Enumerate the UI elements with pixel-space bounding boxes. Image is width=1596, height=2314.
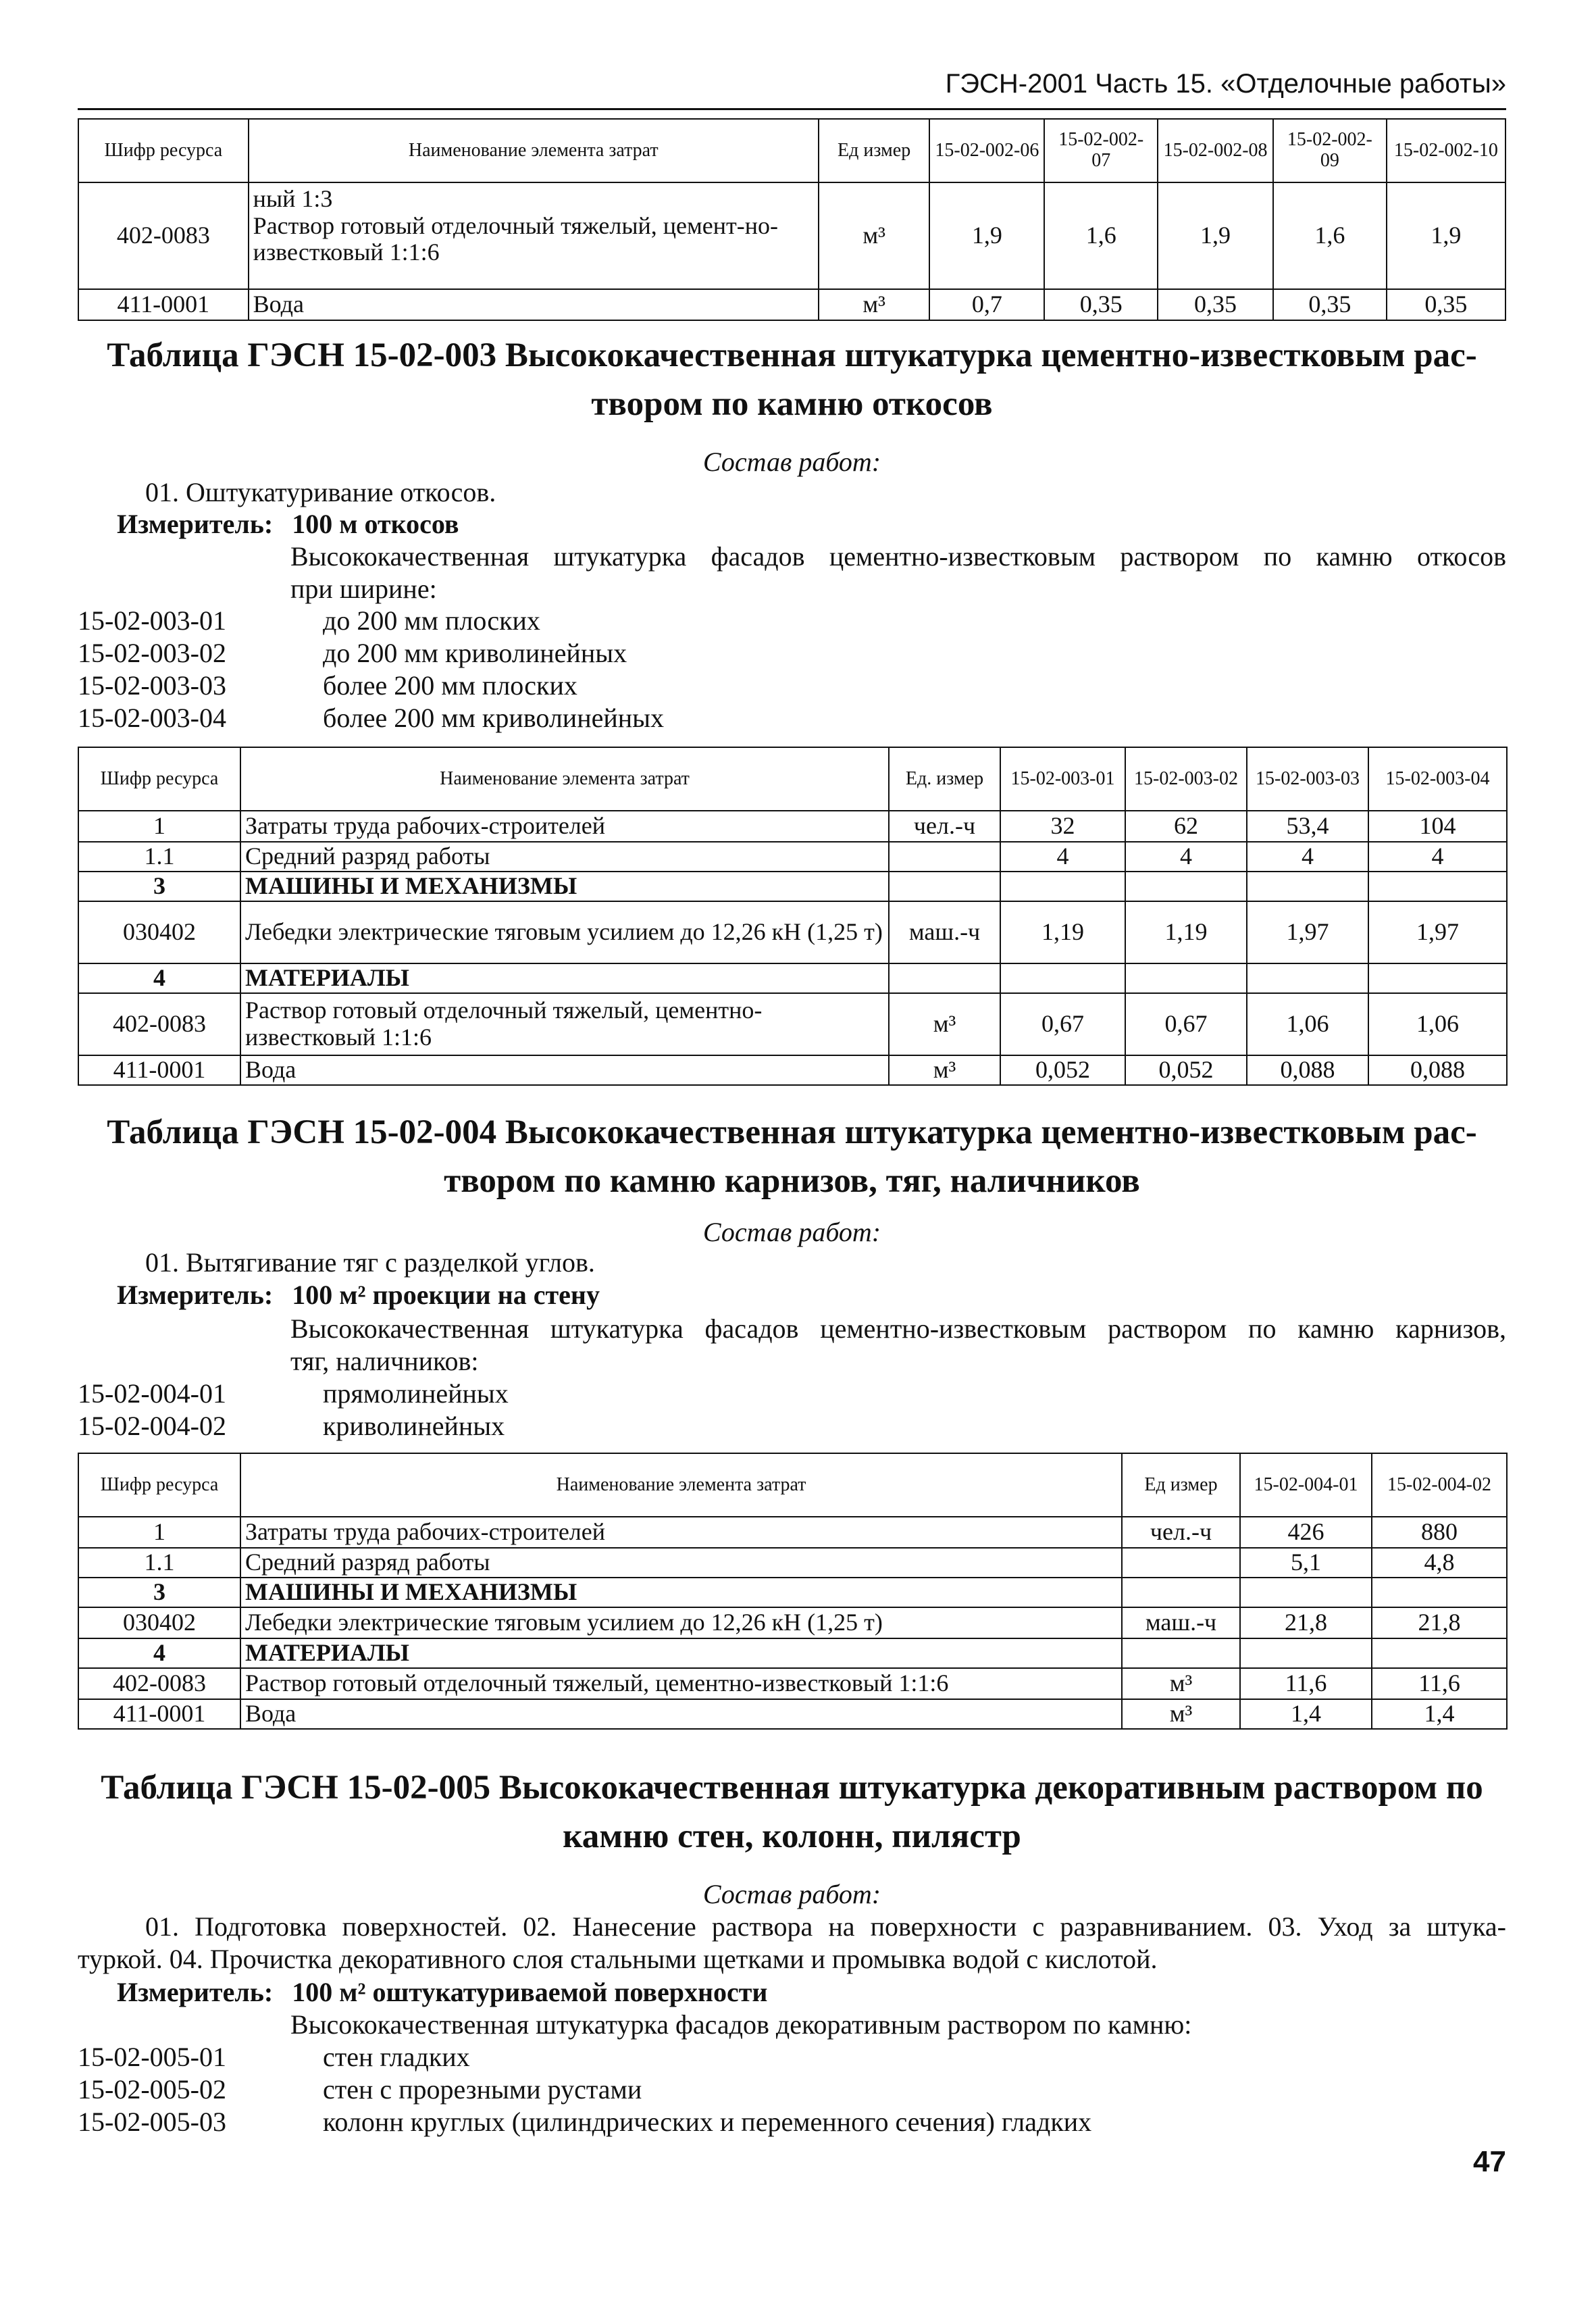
value-cell: 0,35 (1044, 289, 1158, 320)
value-cell: 880 (1372, 1517, 1507, 1548)
value-cell (1372, 1578, 1507, 1607)
measure-label: Измеритель: (117, 1977, 274, 2007)
table-row (78, 1668, 1507, 1699)
value-cell: 32 (1000, 811, 1125, 842)
unit: м³ (1122, 1699, 1240, 1729)
cost-element-name: Вода (249, 289, 819, 320)
measure-unit (117, 508, 459, 540)
value-cell: 4 (1000, 842, 1125, 872)
measure-unit (117, 1976, 767, 2008)
works-list: 01. Оштукатуривание откосов. (145, 477, 496, 507)
group-heading: МАШИНЫ И МЕХАНИЗМЫ (240, 1578, 1122, 1607)
value-cell: 0,052 (1000, 1055, 1125, 1085)
header-cell: 15-02-003-04 (1368, 747, 1507, 811)
running-header: ГЭСН-2001 Часть 15. «Отделочные работы» (945, 69, 1506, 99)
table-title (78, 1763, 1506, 1861)
norm-code: 15-02-005-03 (78, 2107, 226, 2137)
value-cell: 1,97 (1247, 901, 1368, 963)
value-cell: 1,06 (1247, 993, 1368, 1055)
value-cell (1125, 963, 1247, 993)
unit: чел.-ч (889, 811, 1000, 842)
value-cell: 21,8 (1240, 1607, 1372, 1638)
header-cell: Шифр ресурса (78, 1453, 240, 1517)
description (290, 540, 1506, 605)
value-cell: 0,35 (1273, 289, 1387, 320)
value-cell: 1,19 (1125, 901, 1247, 963)
works-composition-heading: Состав работ: (702, 1217, 881, 1247)
resource-code: 3 (78, 872, 240, 901)
header-cell: Ед измер (819, 119, 930, 182)
unit (1122, 1578, 1240, 1607)
works-list: 01. Вытягивание тяг с разделкой углов. (145, 1247, 595, 1278)
title-line: твором по камню откосов (591, 385, 993, 423)
resource-code: 1.1 (78, 842, 240, 872)
description-line: Высококачественная штукатурка фасадов цементно-известковым раствором по камню карнизов, (290, 1313, 1506, 1344)
header-cell: Наименование элемента затрат (240, 1453, 1122, 1517)
header-cell: 15-02-002-06 (929, 119, 1044, 182)
resource-code: 3 (78, 1578, 240, 1607)
resource-code: 411-0001 (78, 1055, 240, 1085)
resource-code: 4 (78, 963, 240, 993)
header-cell: Ед. измер (889, 747, 1000, 811)
resource-code: 030402 (78, 901, 240, 963)
value-cell (1368, 872, 1507, 901)
unit: маш.-ч (1122, 1607, 1240, 1638)
table-row (78, 1548, 1507, 1578)
value-cell: 11,6 (1240, 1668, 1372, 1699)
norm-code: 15-02-005-02 (78, 2074, 226, 2105)
table-15-02-002-continuation (78, 118, 1506, 321)
unit (889, 963, 1000, 993)
value-cell: 1,9 (929, 182, 1044, 289)
unit: м³ (889, 993, 1000, 1055)
measure-label: Измеритель: (117, 509, 274, 539)
unit: м³ (819, 289, 930, 320)
norm-code: 15-02-004-02 (78, 1411, 226, 1441)
value-cell: 1,6 (1273, 182, 1387, 289)
title-line: Таблица ГЭСН 15-02-004 Высококачественная штукатурка цементно-известковым рас- (107, 1113, 1477, 1151)
header-cell: Ед измер (1122, 1453, 1240, 1517)
unit: м³ (1122, 1668, 1240, 1699)
value-cell: 0,088 (1368, 1055, 1507, 1085)
unit: м³ (889, 1055, 1000, 1085)
value-cell: 426 (1240, 1517, 1372, 1548)
table-row (78, 842, 1507, 872)
header-cell: Наименование элемента затрат (240, 747, 889, 811)
value-cell: 4,8 (1372, 1548, 1507, 1578)
works-composition-heading: Состав работ: (702, 1879, 881, 1909)
group-heading: МАТЕРИАЛЫ (240, 963, 889, 993)
description-line: тяг, наличников: (290, 1346, 479, 1376)
value-cell: 4 (1368, 842, 1507, 872)
header-cell: 15-02-003-02 (1125, 747, 1247, 811)
cost-element-name: Раствор готовый отделочный тяжелый, цементно-известковый 1:1:6 (240, 993, 889, 1055)
table-row (78, 963, 1507, 993)
cost-element-name: Затраты труда рабочих-строителей (240, 1517, 1122, 1548)
value-cell: 4 (1125, 842, 1247, 872)
resource-code: 030402 (78, 1607, 240, 1638)
measure-value: 100 м² проекции на стену (292, 1280, 600, 1310)
header-cell: 15-02-002-10 (1387, 119, 1505, 182)
header-cell: 15-02-004-02 (1372, 1453, 1507, 1517)
title-line: Таблица ГЭСН 15-02-005 Высококачественная штукатурка декоративным раствором по (101, 1769, 1483, 1807)
value-cell: 0,35 (1158, 289, 1273, 320)
table-row (78, 1578, 1507, 1607)
norm-code: 15-02-003-02 (78, 638, 226, 668)
norm-description: стен с прорезными рустами (323, 2074, 642, 2105)
cost-element-name: Средний разряд работы (240, 842, 889, 872)
works-composition-heading: Состав работ: (702, 447, 881, 477)
resource-code: 4 (78, 1638, 240, 1668)
table-row (78, 872, 1507, 901)
value-cell (1247, 872, 1368, 901)
measure-value: 100 м откосов (292, 509, 459, 539)
works-line: туркой. 04. Прочистка декоративного слоя стальными щетками и промывка водой с кислотой. (78, 1944, 1158, 1974)
table-row (78, 811, 1507, 842)
measure-value: 100 м² оштукатуриваемой поверхности (292, 1977, 768, 2007)
table-row (78, 1699, 1507, 1729)
unit (1122, 1548, 1240, 1578)
resource-code: 402-0083 (78, 182, 249, 289)
resource-code: 402-0083 (78, 1668, 240, 1699)
value-cell: 1,19 (1000, 901, 1125, 963)
cost-element-name (249, 182, 819, 289)
header-cell: Наименование элемента затрат (249, 119, 819, 182)
cost-element-name: Лебедки электрические тяговым усилием до 12,26 кН (1,25 т) (240, 1607, 1122, 1638)
cost-element-name: Вода (240, 1055, 889, 1085)
norm-code: 15-02-003-04 (78, 703, 226, 733)
norm-description: криволинейных (323, 1411, 505, 1441)
unit: маш.-ч (889, 901, 1000, 963)
table-row (78, 993, 1507, 1055)
cost-element-text: Раствор готовый отделочный тяжелый, цемент-но-известковый 1:1:6 (253, 211, 779, 266)
table-row (78, 1607, 1507, 1638)
continued-line: ный 1:3 (253, 185, 333, 212)
value-cell: 5,1 (1240, 1548, 1372, 1578)
resource-code: 411-0001 (78, 289, 249, 320)
value-cell (1000, 963, 1125, 993)
title-line: твором по камню карнизов, тяг, наличников (444, 1162, 1140, 1200)
title-line: Таблица ГЭСН 15-02-003 Высококачественная штукатурка цементно-известковым рас- (107, 336, 1477, 374)
table-row (78, 1517, 1507, 1548)
value-cell: 0,35 (1387, 289, 1505, 320)
value-cell (1240, 1578, 1372, 1607)
description (290, 1313, 1506, 1378)
header-cell: 15-02-002-09 (1273, 119, 1387, 182)
value-cell (1240, 1638, 1372, 1668)
norm-description: стен гладких (323, 2042, 470, 2072)
page-number: 47 (1473, 2145, 1506, 2178)
value-cell: 1,4 (1372, 1699, 1507, 1729)
value-cell: 0,7 (929, 289, 1044, 320)
value-cell (1368, 963, 1507, 993)
table-row (78, 901, 1507, 963)
unit: чел.-ч (1122, 1517, 1240, 1548)
measure-unit (117, 1279, 600, 1311)
unit (889, 872, 1000, 901)
value-cell (1372, 1638, 1507, 1668)
value-cell: 11,6 (1372, 1668, 1507, 1699)
works-list (78, 1911, 1506, 1976)
cost-element-name: Раствор готовый отделочный тяжелый, цементно-известковый 1:1:6 (240, 1668, 1122, 1699)
works-line: 01. Подготовка поверхностей. 02. Нанесение раствора на поверхности с разравниванием. 03. Уход за штука- (145, 1911, 1506, 1942)
norm-code: 15-02-004-01 (78, 1378, 226, 1409)
header-cell: 15-02-003-03 (1247, 747, 1368, 811)
value-cell (1247, 963, 1368, 993)
measure-label: Измеритель: (117, 1280, 274, 1310)
header-cell: 15-02-003-01 (1000, 747, 1125, 811)
group-heading: МАТЕРИАЛЫ (240, 1638, 1122, 1668)
value-cell: 1,4 (1240, 1699, 1372, 1729)
resource-code: 1.1 (78, 1548, 240, 1578)
value-cell: 53,4 (1247, 811, 1368, 842)
value-cell: 0,052 (1125, 1055, 1247, 1085)
value-cell: 1,97 (1368, 901, 1507, 963)
description-line: при ширине: (290, 574, 437, 604)
cost-element-name: Лебедки электрические тяговым усилием до 12,26 кН (1,25 т) (240, 901, 889, 963)
unit (1122, 1638, 1240, 1668)
table-row (78, 289, 1505, 320)
header-cell: 15-02-002-07 (1044, 119, 1158, 182)
cost-element-name: Затраты труда рабочих-строителей (240, 811, 889, 842)
value-cell: 0,67 (1000, 993, 1125, 1055)
description-line: Высококачественная штукатурка фасадов декоративным раствором по камню: (290, 2009, 1192, 2040)
cost-element-name: Вода (240, 1699, 1122, 1729)
table-row (78, 1638, 1507, 1668)
resource-code: 411-0001 (78, 1699, 240, 1729)
value-cell: 21,8 (1372, 1607, 1507, 1638)
table-title (78, 331, 1506, 428)
cost-element-name: Средний разряд работы (240, 1548, 1122, 1578)
value-cell: 1,9 (1158, 182, 1273, 289)
resource-code: 1 (78, 1517, 240, 1548)
value-cell: 0,088 (1247, 1055, 1368, 1085)
value-cell: 62 (1125, 811, 1247, 842)
table-15-02-004 (78, 1453, 1508, 1730)
header-cell: 15-02-002-08 (1158, 119, 1273, 182)
header-cell: Шифр ресурса (78, 119, 249, 182)
norm-description: прямолинейных (323, 1378, 509, 1409)
title-line: камню стен, колонн, пилястр (563, 1817, 1021, 1855)
norm-description: до 200 мм плоских (323, 605, 540, 636)
norm-code: 15-02-003-01 (78, 605, 226, 636)
value-cell: 104 (1368, 811, 1507, 842)
group-heading: МАШИНЫ И МЕХАНИЗМЫ (240, 872, 889, 901)
header-cell: 15-02-004-01 (1240, 1453, 1372, 1517)
value-cell: 0,67 (1125, 993, 1247, 1055)
norm-code: 15-02-005-01 (78, 2042, 226, 2072)
value-cell: 1,6 (1044, 182, 1158, 289)
value-cell: 1,06 (1368, 993, 1507, 1055)
norm-code: 15-02-003-03 (78, 670, 226, 701)
unit: м³ (819, 182, 930, 289)
norm-description: более 200 мм плоских (323, 670, 577, 701)
table-row (78, 182, 1505, 289)
resource-code: 402-0083 (78, 993, 240, 1055)
resource-code: 1 (78, 811, 240, 842)
header-rule (78, 108, 1506, 110)
unit (889, 842, 1000, 872)
norm-description: колонн круглых (цилиндрических и переменного сечения) гладких (323, 2107, 1092, 2137)
table-15-02-003 (78, 747, 1508, 1086)
norm-description: более 200 мм криволинейных (323, 703, 665, 733)
value-cell (1125, 872, 1247, 901)
table-row (78, 1055, 1507, 1085)
norm-description: до 200 мм криволинейных (323, 638, 627, 668)
description-line: Высококачественная штукатурка фасадов цементно-известковым раствором по камню откосов (290, 541, 1506, 572)
value-cell (1000, 872, 1125, 901)
value-cell: 4 (1247, 842, 1368, 872)
header-cell: Шифр ресурса (78, 747, 240, 811)
table-title (78, 1108, 1506, 1205)
value-cell: 1,9 (1387, 182, 1505, 289)
